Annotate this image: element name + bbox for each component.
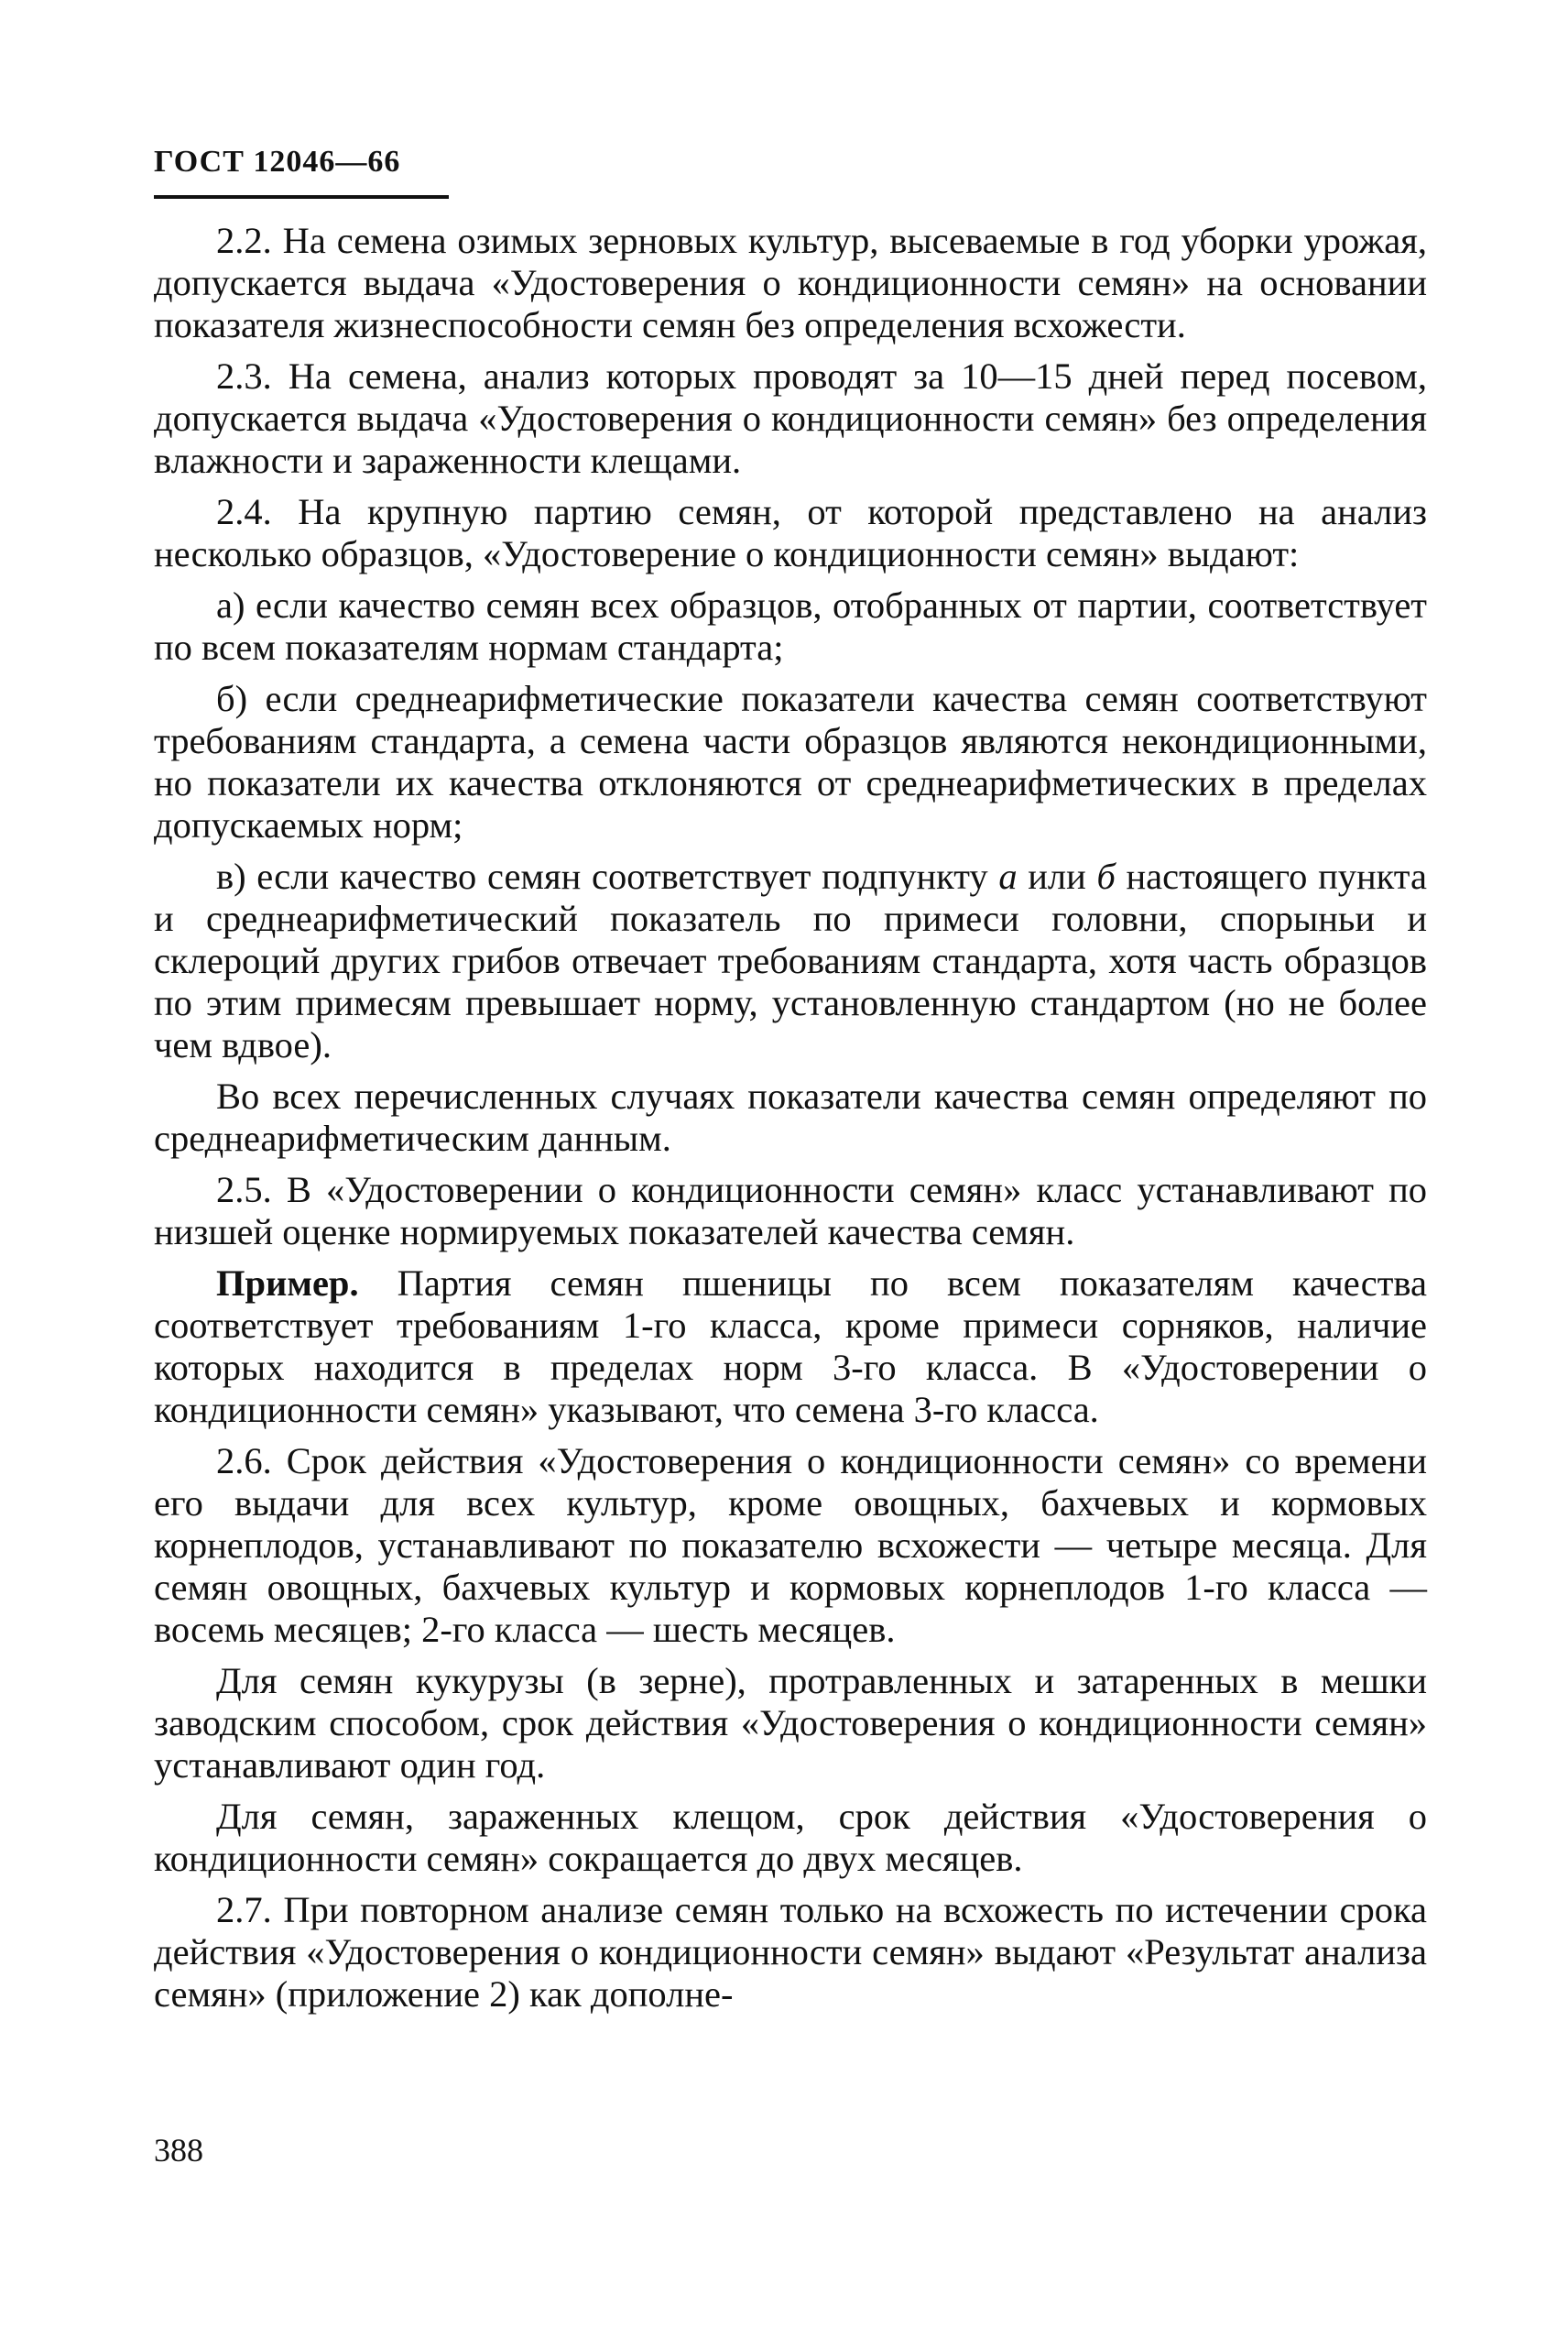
example-label: Пример. <box>216 1262 359 1304</box>
paragraph-summary: Во всех перечисленных случаях показатели качества семян определяют по среднеарифметическим данным. <box>154 1076 1427 1159</box>
document-header: ГОСТ 12046—66 <box>154 145 401 179</box>
paragraph-mites: Для семян, зараженных клещом, срок действия «Удостоверения о кондиционности семян» сокращается до двух месяцев. <box>154 1796 1427 1879</box>
header-rule <box>154 195 449 199</box>
italic-letter-b: б <box>1096 856 1116 897</box>
paragraph-2-4-a: а) если качество семян всех образцов, отобранных от партии, соответствует по всем показателям нормам стандарта; <box>154 584 1427 668</box>
italic-letter-a: а <box>998 856 1018 897</box>
paragraph-corn: Для семян кукурузы (в зерне), протравленных и затаренных в мешки заводским способом, срок действия «Удостоверения о кондиционности семян» устанавливают один год. <box>154 1660 1427 1786</box>
paragraph-example <box>154 1262 1427 1431</box>
document-body <box>154 220 1427 2016</box>
paragraph-2-4-v-text-2: или <box>1017 856 1097 897</box>
paragraph-2-4-v-text-1: в) если качество семян соответствует подпункту <box>216 856 999 897</box>
paragraph-2-6: 2.6. Срок действия «Удостоверения о кондиционности семян» со времени его выдачи для всех культур, кроме овощных, бахчевых и кормовых корнеплодов, устанавливают по показателю всхожести — четыре месяца. Для семян овощных, бахчевых культур и кормовых корнеплодов 1-го класса — восемь месяцев; 2-го класса — шесть месяцев. <box>154 1440 1427 1650</box>
page-number: 388 <box>154 2132 203 2169</box>
paragraph-2-4: 2.4. На крупную партию семян, от которой представлено на анализ несколько образцов, «Удостоверение о кондиционности семян» выдают: <box>154 491 1427 574</box>
paragraph-2-2: 2.2. На семена озимых зерновых культур, высеваемые в год уборки урожая, допускается выдача «Удостоверения о кондиционности семян» на основании показателя жизнеспособности семян без определения всхожести. <box>154 220 1427 345</box>
paragraph-2-5: 2.5. В «Удостоверении о кондиционности семян» класс устанавливают по низшей оценке нормируемых показателей качества семян. <box>154 1169 1427 1252</box>
paragraph-2-3: 2.3. На семена, анализ которых проводят за 10—15 дней перед посевом, допускается выдача «Удостоверения о кондиционности семян» без определения влажности и зараженности клещами. <box>154 355 1427 481</box>
paragraph-2-4-b: б) если среднеарифметические показатели качества семян соответствуют требованиям стандарта, а семена части образцов являются некондиционными, но показатели их качества отклоняются от среднеарифметических в пределах допускаемых норм; <box>154 678 1427 846</box>
paragraph-2-4-v <box>154 856 1427 1066</box>
example-text: Партия семян пшеницы по всем показателям качества соответствует требованиям 1-го класса, кроме примеси сорняков, наличие которых находится в пределах норм 3-го класса. В «Удостоверении о кондиционности семян» указывают, что семена 3-го класса. <box>154 1262 1427 1430</box>
paragraph-2-4-v-text-3: настоящего пункта и среднеарифметический показатель по примеси головни, спорыньи и склероций других грибов отвечает требованиям стандарта, хотя часть образцов по этим примесям превышает норму, установленную стандартом (но не более чем вдвое). <box>154 856 1427 1065</box>
paragraph-2-7: 2.7. При повторном анализе семян только на всхожесть по истечении срока действия «Удостоверения о кондиционности семян» выдают «Результат анализа семян» (приложение 2) как дополне- <box>154 1889 1427 2015</box>
